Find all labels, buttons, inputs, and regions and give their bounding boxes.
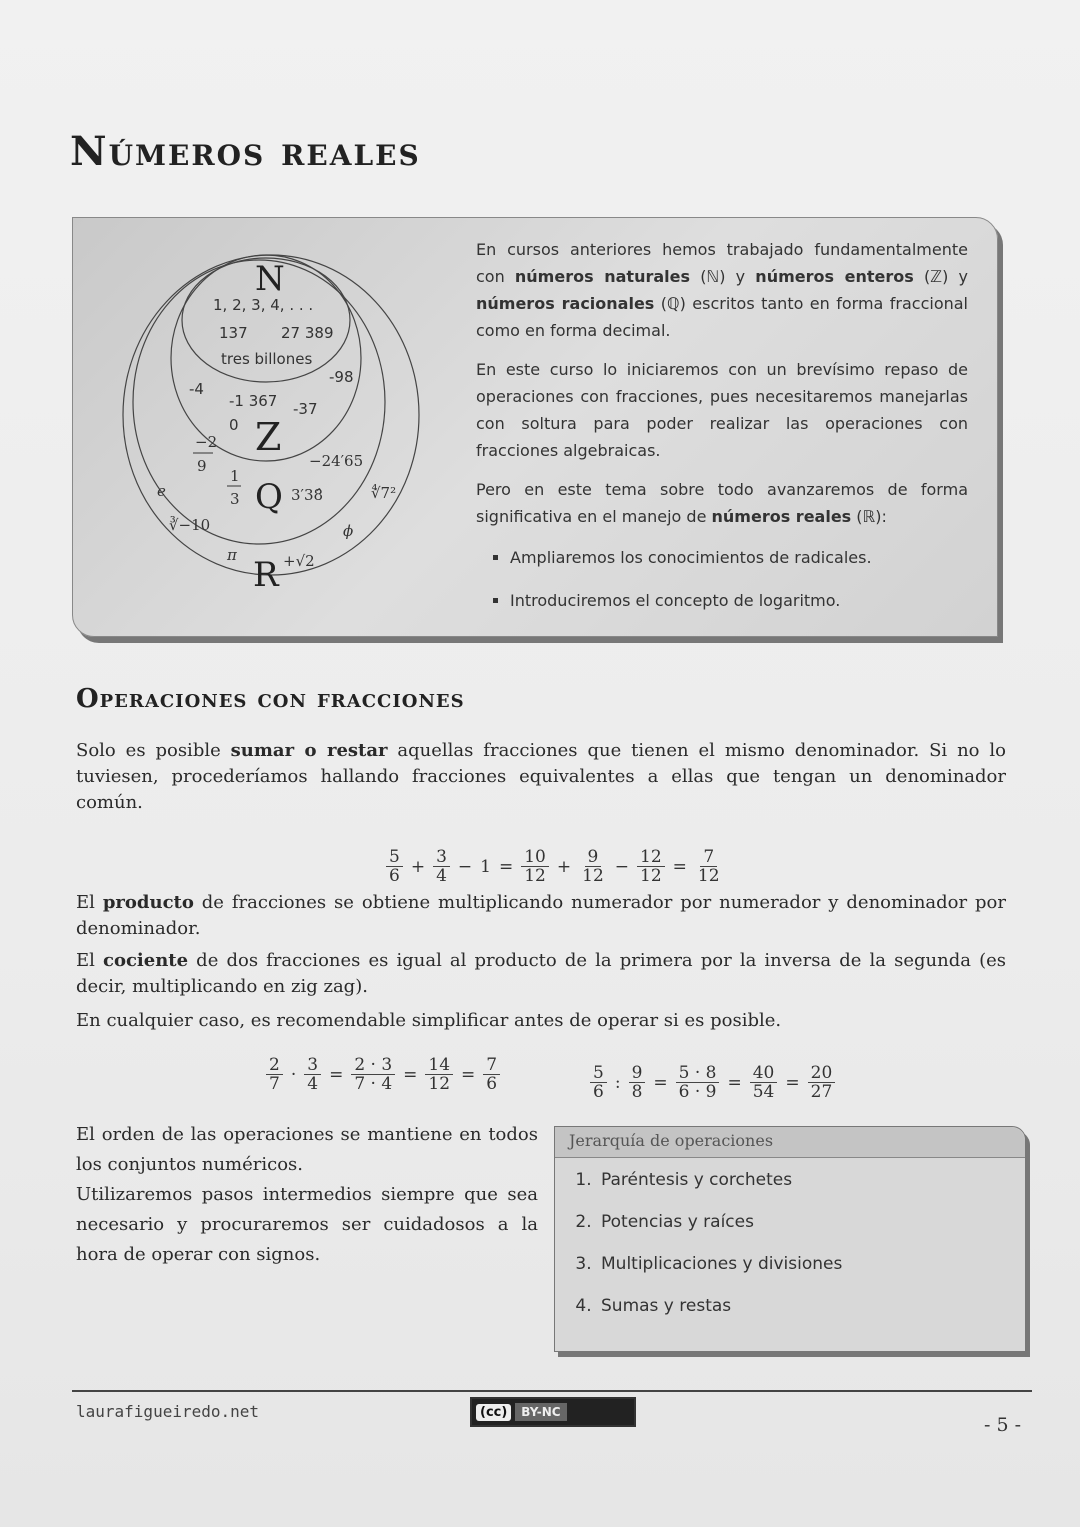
list-item: 4. Sumas y restas (597, 1296, 1025, 1316)
intro-paragraph-1 (476, 236, 968, 344)
paragraph-sumar-restar (76, 738, 1006, 816)
denominator: 6 (486, 1074, 498, 1094)
footer-divider (72, 1390, 1032, 1392)
numerator: 5 · 8 (676, 1064, 720, 1083)
text-fragment: (ℝ): (851, 507, 887, 526)
paragraph-producto (76, 890, 1006, 942)
numerator: 5 (386, 848, 403, 867)
text-fragment: (ℕ) y (690, 267, 756, 286)
fraction (590, 1064, 607, 1101)
equation-product: $\frac{2}{7}$ · $\frac{3}{4}$ = $\frac{2 \cdot 3}{7 \cdot 4}$ = $\frac{14}{12}$ = $\frac{7}{6}$ (266, 1056, 500, 1093)
rational-9: 9 (197, 457, 207, 475)
fraction (433, 848, 450, 885)
integer-minus-1367: -1 367 (229, 392, 278, 410)
set-N-label: N (255, 259, 285, 299)
denominator: 12 (428, 1074, 451, 1094)
rational-3: 3 (230, 490, 240, 508)
term-enteros: números enteros (755, 267, 914, 286)
integer-minus-4: -4 (189, 380, 204, 398)
license-label: BY-NC (515, 1403, 566, 1421)
denominator: 4 (436, 866, 447, 886)
natural-137: 137 (219, 324, 248, 342)
section-title: Operaciones con fracciones (76, 684, 465, 714)
set-Q-label: Q (255, 477, 283, 517)
intro-paragraph-2: En este curso lo iniciaremos con un brevísimo repaso de operaciones con fracciones, pues necesitaremos manejarlas con soltura para poder realizar las operaciones con fracciones algebraicas. (476, 360, 968, 460)
rational-minus-2: −2 (195, 433, 218, 451)
denominator: 7 · 4 (354, 1074, 393, 1094)
fraction (629, 1064, 646, 1101)
text-fragment: Pero en este tema sobre todo avanzaremos de forma significativa en el manejo de (476, 480, 968, 526)
denominator: 12 (640, 866, 662, 886)
list-item: 2. Potencias y raíces (597, 1212, 1025, 1232)
paragraph-orden: El orden de las operaciones se mantiene en todos los conjuntos numéricos. (76, 1124, 538, 1175)
denominator: 6 (389, 866, 400, 886)
term-racionales: números racionales (476, 294, 655, 313)
numerator: 20 (808, 1064, 836, 1083)
numerator: 5 (590, 1064, 607, 1083)
set-Z-label: Z (255, 415, 282, 459)
term-naturales: números naturales (514, 267, 691, 286)
rational-1: 1 (230, 467, 240, 485)
footer-site: laurafigueiredo.net (76, 1402, 260, 1421)
intro-paragraph-3 (476, 476, 968, 530)
numerator: 7 (700, 848, 717, 867)
text-fragment: (ℚ) escritos tanto en forma fraccional como en forma decimal. (476, 294, 968, 340)
text-fragment: de fracciones se obtiene multiplicando numerador por numerador y denominador por denominador. (76, 892, 1007, 939)
integer-zero: 0 (229, 416, 239, 434)
denominator: 12 (524, 866, 546, 886)
page-title: Números reales (70, 128, 421, 175)
text-fragment: (ℤ) y (913, 267, 969, 286)
real-plus-root-2: +√2 (283, 552, 315, 570)
numerator: 2 (266, 1056, 283, 1075)
list-item: 1. Paréntesis y corchetes (597, 1170, 1025, 1190)
numerator: 14 (425, 1056, 453, 1075)
integer-minus-37: -37 (293, 400, 318, 418)
denominator: 54 (752, 1082, 775, 1102)
denominator: 4 (307, 1074, 319, 1094)
natural-tres-billones: tres billones (221, 350, 313, 368)
cc-logo: (cc) (476, 1404, 511, 1421)
text-fragment: En cursos anteriores hemos trabajado fundamentalmente con (476, 240, 968, 286)
jerarquia-box (554, 1126, 1026, 1352)
text-fragment: Solo es posible (76, 740, 231, 761)
term-reales: números reales (711, 507, 852, 526)
denominator: 6 (593, 1082, 604, 1102)
numerator: 9 (629, 1064, 646, 1083)
paragraph-simplificar: En cualquier caso, es recomendable simplificar antes de operar si es posible. (76, 1010, 782, 1031)
equation-sum: $\frac{5}{6}$ + $\frac{3}{4}$ − 1 = $\frac{10}{12}$ + $\frac{9}{12}$ − $\frac{12}{12}$ = $\frac{7}{12}$ (386, 848, 723, 885)
fraction (637, 848, 665, 885)
natural-sequence: 1, 2, 3, 4, . . . (213, 296, 314, 314)
denominator: 6 · 9 (678, 1082, 717, 1102)
paragraph-cociente (76, 948, 1006, 1000)
fraction (351, 1056, 395, 1093)
number-sets-venn-diagram (73, 218, 473, 636)
rational-3-38: 3′38̂ (291, 486, 324, 504)
list-item: ▪ Ampliaremos los conocimientos de radicales. (510, 544, 968, 571)
term-producto: producto (102, 892, 194, 913)
fraction (304, 1056, 321, 1093)
fraction (579, 848, 607, 885)
fraction (266, 1056, 283, 1093)
real-fourth-root-7-squared: ∜7² (371, 484, 397, 502)
denominator: 27 (810, 1082, 833, 1102)
numerator: 40 (750, 1064, 778, 1083)
fraction (521, 848, 549, 885)
numerator: 9 (585, 848, 602, 867)
denominator: 12 (697, 866, 720, 886)
list-item: 3. Multiplicaciones y divisiones (597, 1254, 1025, 1274)
intro-text (476, 236, 968, 630)
text-fragment: El (76, 950, 103, 971)
fraction (425, 1056, 453, 1093)
real-e: e (157, 482, 166, 500)
fraction (483, 1056, 500, 1093)
intro-box (72, 217, 998, 637)
text-fragment: El (76, 892, 103, 913)
term-cociente: cociente (103, 950, 189, 971)
fraction (676, 1064, 720, 1101)
natural-27389: 27 389 (281, 324, 334, 342)
numerator: 7 (483, 1056, 500, 1075)
numerator: 3 (304, 1056, 321, 1075)
intro-bullet-list (510, 544, 968, 614)
fraction (695, 848, 723, 885)
denominator: 7 (269, 1074, 280, 1094)
jerarquia-title: Jerarquía de operaciones (555, 1127, 1025, 1158)
fraction (750, 1064, 778, 1101)
numerator: 2 · 3 (351, 1056, 395, 1075)
cc-license-badge (470, 1397, 636, 1427)
denominator: 12 (582, 866, 604, 886)
real-cube-root-minus-10: ∛−10 (169, 516, 211, 534)
term-sumar-restar: sumar o restar (230, 740, 388, 761)
equation-quotient: $\frac{5}{6}$ : $\frac{9}{8}$ = $\frac{5 \cdot 8}{6 \cdot 9}$ = $\frac{40}{54}$ = $\frac{20}{27}$ (590, 1064, 835, 1101)
set-R-label: R (253, 555, 279, 595)
paragraph-pasos: Utilizaremos pasos intermedios siempre que sea necesario y procuraremos ser cuidadosos a la hora de operar con signos. (76, 1184, 538, 1265)
denominator: 8 (631, 1082, 643, 1102)
numerator: 10 (521, 848, 549, 867)
jerarquia-list (597, 1170, 1025, 1316)
fraction (808, 1064, 836, 1101)
numerator: 3 (433, 848, 450, 867)
integer-term: 1 (480, 856, 491, 877)
page-number: - 5 - (984, 1414, 1022, 1436)
fraction (386, 848, 403, 885)
list-item: ▪ Introduciremos el concepto de logaritmo. (510, 587, 968, 614)
numerator: 12 (637, 848, 665, 867)
real-phi: ϕ (343, 522, 354, 540)
real-pi: π (227, 546, 237, 564)
rational-minus-24-65: −24′65 (309, 452, 364, 470)
text-fragment: aquellas fracciones que tienen el mismo denominador. Si no lo tuviesen, procederíamos hallando fracciones equivalentes a ellas que tengan un denominador común. (76, 740, 1006, 813)
integer-minus-98: -98 (329, 368, 354, 386)
order-of-operations-text (76, 1120, 538, 1270)
text-fragment: de dos fracciones es igual al producto de la primera por la inversa de la segunda (es decir, multiplicando en zig zag). (76, 950, 1006, 997)
